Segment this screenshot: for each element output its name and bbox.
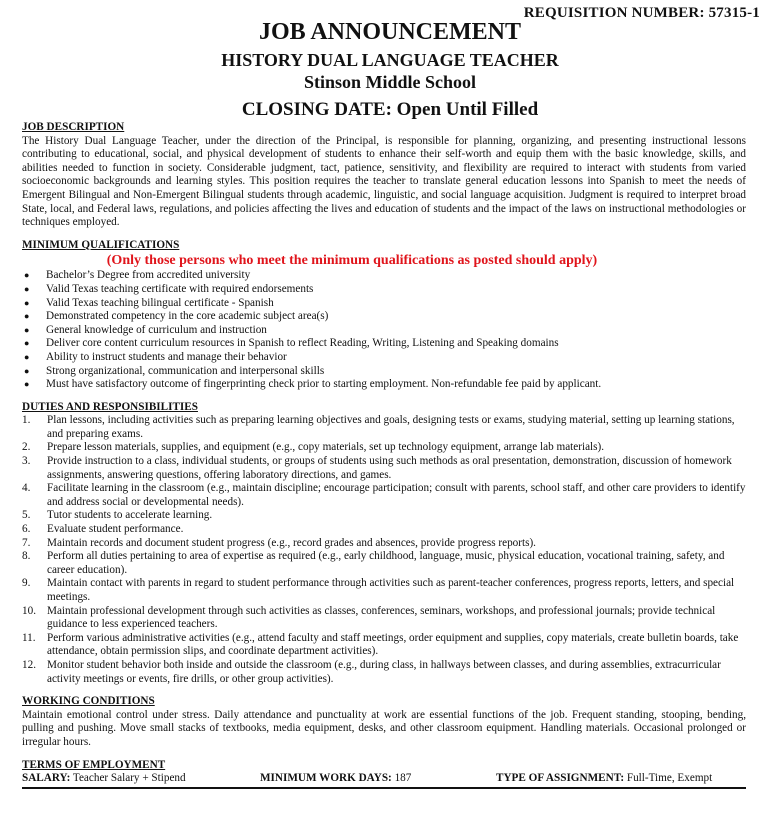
job-description-text: The History Dual Language Teacher, under the direction of the Principal, is responsible for planning, organizing, and presenting instructional lessons contributing to educational, social, and physical development of students to enhance their self-worth and equip them with the basic knowledge, skills, and abilities needed to function in society. Considerable judgment, tact, patience, sensitivity, and flexibility are required to interact with students from varied socioeconomic backgrounds and learning styles. This position requires the teacher to translate general education lessons into Spanish to meet the needs of Emergent Bilingual and Non-Emergent Bilingual students through academic, linguistic, and social language acquisition. Judgment is required to interpret broad State, local, and Federal laws, regulations, and policies affecting the lives and education of students and the impact of the laws on instructional methodologies or techniques employed. — [22, 134, 746, 229]
duty-text: Tutor students to accelerate learning. — [47, 509, 213, 522]
qualification-text: Strong organizational, communication and interpersonal skills — [46, 364, 325, 377]
qualification-item — [22, 269, 746, 283]
duty-item — [22, 414, 746, 441]
duty-number: 12. — [22, 658, 36, 671]
duty-text: Evaluate student performance. — [47, 523, 184, 536]
duty-number: 9. — [22, 577, 31, 590]
duty-number: 8. — [22, 550, 31, 563]
qualification-text: Must have satisfactory outcome of fingerprinting check prior to starting employment. Non-refundable fee paid by applicant. — [46, 378, 602, 391]
assignment-label: TYPE OF ASSIGNMENT: — [496, 772, 625, 785]
working-conditions-text: Maintain emotional control under stress. Daily attendance and punctuality at work are essential functions of the job. Frequent standing, stooping, bending, pulling and pushing. Move small stacks of textbooks, media equipment, desks, and other classroom equipment. Handling materials. Occasional prolonged or irregular hours. — [22, 708, 746, 748]
bullet-icon: ● — [24, 351, 30, 362]
duty-item — [22, 550, 746, 577]
page-title: JOB ANNOUNCEMENT — [258, 19, 522, 45]
bullet-icon: ● — [24, 311, 30, 322]
qualification-item — [22, 283, 746, 297]
work-days-cell — [260, 772, 496, 786]
duty-text: Facilitate learning in the classroom (e.g., maintain discipline; encourage participation; consult with parents, school staff, and other care providers to identify and address social or developmental needs). — [47, 482, 746, 508]
terms-heading: TERMS OF EMPLOYMENT — [22, 758, 166, 771]
qualification-item — [22, 297, 746, 311]
duty-item — [22, 441, 746, 455]
bullet-icon: ● — [24, 283, 30, 294]
duties-heading: DUTIES AND RESPONSIBILITIES — [22, 400, 198, 413]
qualifications-section — [22, 239, 746, 392]
assignment-value: Full-Time, Exempt — [624, 772, 713, 785]
qualifications-notice: (Only those persons who meet the minimum qualifications as posted should apply) — [106, 253, 598, 269]
work-days-label: MINIMUM WORK DAYS: — [260, 772, 392, 785]
salary-label: SALARY: — [22, 772, 71, 785]
duty-text: Maintain records and document student progress (e.g., record grades and absences, provide progress reports). — [47, 536, 536, 549]
duty-number: 5. — [22, 509, 31, 522]
qualification-item — [22, 324, 746, 338]
bullet-icon: ● — [24, 379, 30, 390]
qualification-item — [22, 378, 746, 392]
duty-number: 7. — [22, 536, 31, 549]
duty-item — [22, 509, 746, 523]
bullet-icon: ● — [24, 338, 30, 349]
duty-number: 10. — [22, 604, 36, 617]
qualifications-heading: MINIMUM QUALIFICATIONS — [22, 238, 180, 251]
duty-item — [22, 577, 746, 604]
salary-value: Teacher Salary + Stipend — [70, 772, 186, 785]
duty-item — [22, 632, 746, 659]
bullet-icon: ● — [24, 365, 30, 376]
terms-row — [22, 772, 746, 789]
bullet-icon: ● — [24, 324, 30, 335]
bullet-icon: ● — [24, 297, 30, 308]
school-name: Stinson Middle School — [303, 72, 477, 92]
qualification-text: Ability to instruct students and manage their behavior — [46, 350, 287, 363]
duty-item — [22, 455, 746, 482]
position-title: HISTORY DUAL LANGUAGE TEACHER — [221, 50, 559, 70]
qualification-item — [22, 337, 746, 351]
duty-number: 2. — [22, 441, 31, 454]
duty-text: Perform all duties pertaining to area of expertise as required (e.g., early childhood, language, music, physical education, vocational training, safety, and career education). — [47, 550, 725, 576]
duty-text: Plan lessons, including activities such as preparing learning objectives and goals, designing tests or exams, studying material, setting up learning stations, and preparing exams. — [47, 414, 735, 440]
closing-date: CLOSING DATE: Open Until Filled — [241, 99, 539, 120]
announcement-body — [22, 121, 746, 789]
salary-cell — [22, 772, 260, 786]
qualification-text: Bachelor’s Degree from accredited university — [46, 269, 251, 282]
duty-text: Provide instruction to a class, individual students, or groups of students using such methods as oral presentation, demonstration, discussion of homework assignments, answering questions, offering laboratory directions, and games. — [47, 455, 732, 481]
working-conditions-section — [22, 695, 746, 749]
job-description-section — [22, 121, 746, 230]
duty-text: Maintain contact with parents in regard to student performance through activities such as parent-teacher conferences, progress reports, letters, and special meetings. — [47, 577, 735, 603]
duty-number: 6. — [22, 523, 31, 536]
qualifications-list — [22, 269, 746, 391]
work-days-value: 187 — [391, 772, 412, 785]
duties-section — [22, 401, 746, 686]
duty-item — [22, 659, 746, 686]
terms-section — [22, 759, 746, 789]
duties-list — [22, 414, 746, 686]
duty-text: Perform various administrative activities (e.g., attend faculty and staff meetings, order equipment and supplies, copy materials, create bulletin boards, take attendance, obtain permission slips, and coordinate department activities). — [47, 631, 739, 658]
duty-number: 4. — [22, 482, 31, 495]
duty-number: 1. — [22, 414, 31, 427]
duty-text: Monitor student behavior both inside and outside the classroom (e.g., during class, in hallways between classes, and during assemblies, extracurricular activity meetings or events, fire drills, or other group activities). — [47, 658, 721, 685]
duty-item — [22, 523, 746, 537]
qualification-text: Demonstrated competency in the core academic subject area(s) — [46, 310, 329, 323]
job-description-heading: JOB DESCRIPTION — [22, 121, 125, 133]
duty-number: 11. — [22, 631, 36, 644]
duty-number: 3. — [22, 455, 31, 468]
qualification-text: Valid Texas teaching bilingual certificate - Spanish — [46, 296, 274, 309]
duty-text: Prepare lesson materials, supplies, and equipment (e.g., copy materials, set up technology equipment, arrange lab materials). — [47, 441, 605, 454]
duty-item — [22, 537, 746, 551]
requisition-number: REQUISITION NUMBER: 57315-1 — [523, 5, 760, 21]
qualification-item — [22, 351, 746, 365]
qualification-text: Valid Texas teaching certificate with required endorsements — [46, 282, 314, 295]
qualification-item — [22, 310, 746, 324]
assignment-cell — [496, 772, 746, 786]
duty-item — [22, 482, 746, 509]
qualification-text: Deliver core content curriculum resources in Spanish to reflect Reading, Writing, Listening and Speaking domains — [46, 337, 559, 350]
duty-item — [22, 605, 746, 632]
qualification-item — [22, 365, 746, 379]
bullet-icon: ● — [24, 270, 30, 281]
qualification-text: General knowledge of curriculum and instruction — [46, 323, 267, 336]
working-conditions-heading: WORKING CONDITIONS — [22, 695, 155, 708]
duty-text: Maintain professional development through such activities as classes, conferences, seminars, workshops, and professional journals; provide technical guidance to less experienced teachers. — [47, 604, 716, 631]
